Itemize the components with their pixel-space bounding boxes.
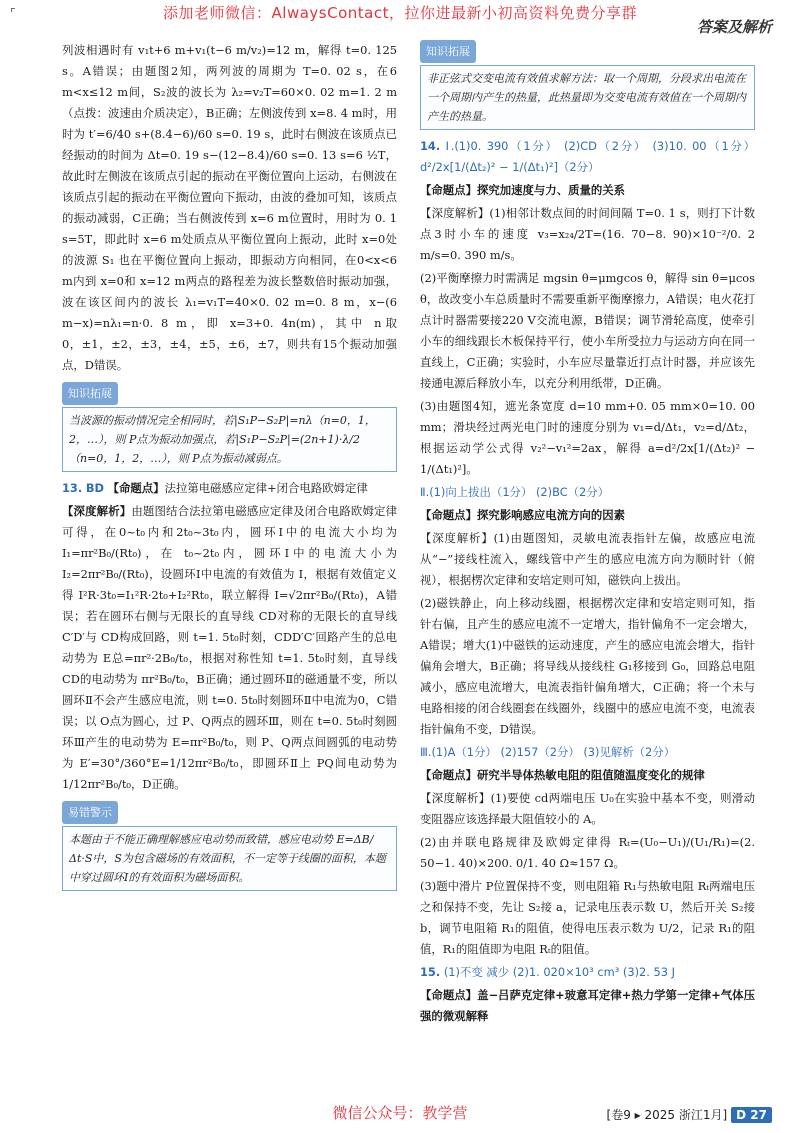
q14-analysis-b2: (2)磁铁静止，向上移动线圈，根据楞次定律和安培定则可知，指针右偏，且产生的感应电流不一定增大，指针偏角不一定会增大，A错误；增大(1)中磁铁的运动速度，产生的感应电流会增大，指针偏角会增大，B正确；将导线从接线柱 G₁移接到 G₀，回路总电阻减小，感应电流增大，电流表指针偏角增大，C正确；将一个未与电路相接的闭合线圈套在线圈外，线圈中的感应电流不变，电流表指针偏角不变，D错误。 [420, 596, 755, 736]
knowledge-tag-right: 知识拓展 [420, 40, 476, 63]
q13-text: 由题图结合法拉第电磁感应定律及闭合电路欧姆定律可得，在0~t₀内和2t₀~3t₀内，圆环Ⅰ中的电流大小均为 I₁=πr²B₀/(Rt₀)，在 t₀~2t₀内，圆环Ⅰ中的电流大小为 I₂=2πr²B₀/(Rt₀)，设圆环Ⅰ中电流的有效值为 I，根据有效值定义得 I²R·3t₀=I₁²R·2t₀+I₂²Rt₀，联立解得 I=√2πr²B₀/(Rt₀)，A错误；若在圆环右侧与无限长的直导线 CD对称的无限长的直导线 C′D′与 CD构成回路，则 t=1. 5t₀时刻，CDD′C′回路产生的总电动势为 E总=πr²·2B₀/t₀，根据对称性知 t=1. 5t₀时刻，直导线 CD的电动势为 πr²B₀/t₀，B正确；通过圆环Ⅱ的磁通量不变，所以圆环Ⅱ不会产生感应电流，则 t=0. 5t₀时刻圆环Ⅱ中电流为0，C错误；以 O点为圆心，过 P、Q两点的圆环Ⅲ，则在 t=0. 5t₀时刻圆环Ⅲ产生的电动势为 E=πr²B₀/t₀，则 P、Q两点间圆弧的电动势为 E′=30°/360°E=1/12πr²B₀/t₀，即圆环Ⅱ上 PQ间电动势为 1/12πr²B₀/t₀，D正确。 [62, 504, 397, 791]
right-column [420, 40, 755, 1029]
q13-point: 法拉第电磁感应定律+闭合电路欧姆定律 [164, 481, 368, 495]
knowledge-note-right: 非正弦式交变电流有效值求解方法：取一个周期，分段求出电流在一个周期内产生的热量，此热量即为交变电流有效值在一个周期内产生的热量。 [420, 65, 755, 130]
page-footer [607, 1106, 772, 1123]
exam-label: [卷9 ▸ 2025 浙江1月] [606, 1108, 728, 1122]
q14-point-1: 【命题点】探究加速度与力、质量的关系 [420, 183, 626, 197]
knowledge-note: 当波源的振动情况完全相同时，若|S₁P−S₂P|=nλ（n=0，1，2，…），则 P点为振动加强点，若|S₁P−S₂P|=(2n+1)·λ/2（n=0，1，2，…），则 P点为振动减弱点。 [62, 407, 397, 472]
q15-number: 15. [420, 965, 441, 979]
q13-number: 13. [62, 481, 83, 495]
q15-answer: (1)不变 减少 (2)1. 020×10³ cm³ (3)2. 53 J [443, 965, 675, 979]
left-column [62, 40, 397, 897]
q14-point-2: 【命题点】探究影响感应电流方向的因素 [420, 508, 626, 522]
q15-header [420, 962, 755, 983]
q14-analysis-b1: 【深度解析】(1)由题图知，灵敏电流表指针左偏，故感应电流从“−”接线柱流入，螺线管中产生的感应电流方向为顺时针（俯视），根据楞次定律和安培定则可知，磁铁向上拔出。 [420, 531, 755, 587]
q15-point: 【命题点】盖−吕萨克定律+玻意耳定律+热力学第一定律+气体压强的微观解释 [420, 988, 755, 1023]
q13-header [62, 478, 397, 499]
q14-part-iii: Ⅲ.(1)A（1分） (2)157（2分） (3)见解析（2分） [420, 745, 676, 759]
q14-number: 14. [420, 139, 441, 153]
q14-analysis-1: 【深度解析】(1)相邻计数点间的时间间隔 T=0. 1 s，则打下计数点3时小车的速度 v₃=x₂₄/2T=(16. 70−8. 90)×10⁻²/0. 2 m/s=0. 390 m/s。 [420, 206, 755, 262]
warning-note: 本题由于不能正确理解感应电动势而致错，感应电动势 E=ΔB/Δt·S中，S为包含磁场的有效面积，不一定等于线圈的面积，本题中穿过圆环Ⅰ的有效面积为磁场面积。 [62, 826, 397, 891]
q14-part-ii: Ⅱ.(1)向上拔出（1分） (2)BC（2分） [420, 485, 610, 499]
q14-analysis-c3: (3)题中滑片 P位置保持不变，则电阻箱 R₁与热敏电阻 Rₜ两端电压之和保持不变，先让 S₂接 a，记录电压表示数 U，然后开关 S₂接 b，调节电阻箱 R₁的阻值，使得电压表示数为 U/2，记录 R₁的阻值，R₁的阻值即为电阻 Rₜ的阻值。 [420, 879, 755, 956]
footer-wechat: 微信公众号：教学营 [332, 1104, 468, 1122]
q14-header [420, 136, 755, 178]
q14-analysis-2: (2)平衡摩擦力时需满足 mgsin θ=μmgcos θ，解得 sin θ=μcos θ，故改变小车总质量时不需要重新平衡摩擦力，A错误；电火花打点计时器需要接220 V交流电源，B错误；调节滑轮高度，使牵引小车的细线跟长木板保持平行，使小车所受拉力与运动方向在同一直线上，C正确；实验时，小车应尽量靠近打点计时器，并应该先接通电源后释放小车，以充分利用纸带，D正确。 [420, 271, 755, 390]
q14-analysis-c1: 【深度解析】(1)要使 cd两端电压 U₀在实验中基本不变，则滑动变阻器应该选择最大阻值较小的 A。 [420, 791, 755, 826]
q13-point-label: 【命题点】 [107, 481, 165, 495]
q12-continuation: 列波相遇时有 v₁t+6 m+v₁(t−6 m/v₂)=12 m，解得 t=0. 125 s。A错误；由题图2知，两列波的周期为 T=0. 02 s，在6 m<x≤12 m间，S₂波的波长为 λ₂=v₂T=60×0. 02 m=1. 2 m（点拨：波速由介质决定），B正确；左侧波传到 x=8. 4 m时，用时为 t′=6/40 s+(8.4−6)/60 s=0. 19 s，此时右侧波在该质点已经振动的时间为 Δt=0. 19 s−(12−8.4)/60 s=0. 13 s=6 ½T，故此时左侧波在该质点引起的振动在平衡位置向上运动，右侧波在该质点引起的振动在平衡位置向下振动，由波的叠加可知，该质点的振动减弱，C正确；当右侧波传到 x=6 m位置时，用时为 0. 1 s=5T，即此时 x=6 m处质点从平衡位置向上振动，此时 x=0处的波源 S₁ 也在平衡位置向上振动，即振动方向相同，在0<x<6 m内到 x=0和 x=12 m两点的路程差为波长整数倍时振动加强，波在该区间内的波长 λ₁=v₁T=40×0. 02 m=0. 8 m，x−(6 m−x)=nλ₁=n·0. 8 m，即 x=3+0. 4n(m)，其中 n取0，±1，±2，±3，±4，±5，±6，±7，则共有15个振动加强点，D错误。 [62, 43, 397, 372]
page-number: D 27 [731, 1107, 772, 1123]
q13-analysis-label: 【深度解析】 [62, 504, 132, 518]
q14-point-3: 【命题点】研究半导体热敏电阻的阻值随温度变化的规律 [420, 768, 705, 782]
q14-analysis-c2: (2)由并联电路规律及欧姆定律得 Rₜ=(U₀−U₁)/(U₁/R₁)=(2. 50−1. 40)×200. 0/1. 40 Ω≈157 Ω。 [420, 835, 755, 870]
warning-tag: 易错警示 [62, 801, 118, 824]
q14-analysis-3: (3)由题图4知，遮光条宽度 d=10 mm+0. 05 mm×0=10. 00 mm；滑块经过两光电门时的速度分别为 v₁=d/Δt₁，v₂=d/Δt₂，根据运动学公式得 v₂²−v₁²=2ax，解得 a=d²/2x[1/(Δt₂)² − 1/(Δt₁)²]。 [420, 399, 756, 476]
corner-mark: ⌜ [10, 6, 16, 20]
q13-analysis [62, 501, 397, 795]
promo-banner: 添加老师微信：AlwaysContact，拉你进最新小初高资料免费分享群 [163, 4, 637, 22]
section-header: 答案及解析 [696, 18, 772, 36]
q14-answer: Ⅰ.(1)0. 390（1分） (2)CD（2分） (3)10. 00（1分） d²/2x[1/(Δt₂)² − 1/(Δt₁)²]（2分） [420, 139, 755, 174]
knowledge-tag: 知识拓展 [62, 382, 118, 405]
q13-answer: BD [85, 481, 104, 495]
